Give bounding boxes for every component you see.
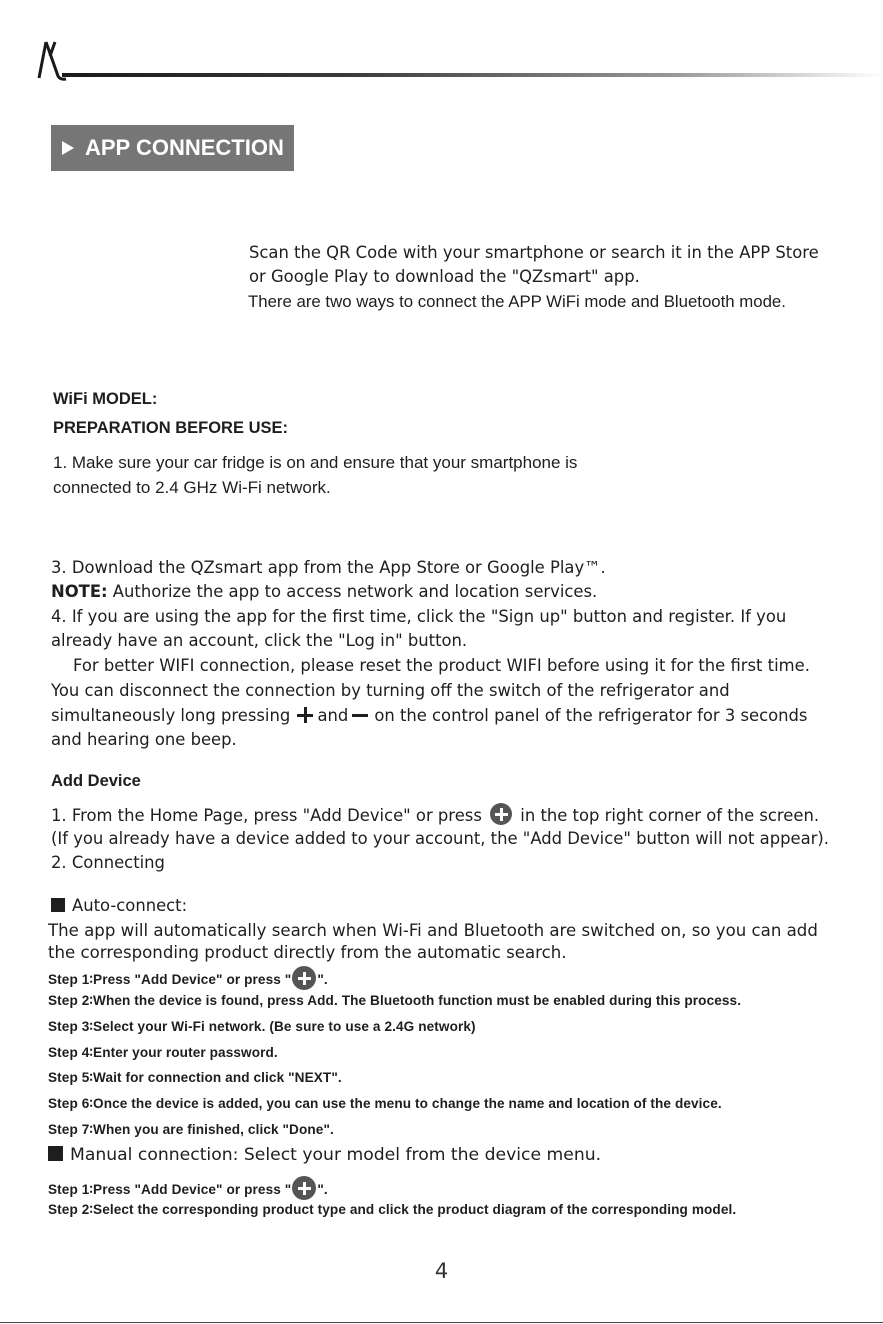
auto-step-7: Step 7∶When you are finished, click "Done". <box>48 1122 334 1137</box>
auto-step-4: Step 4∶Enter your router password. <box>48 1045 278 1060</box>
intro-line-2: or Google Play to download the "QZsmart" app. <box>249 267 640 286</box>
reset-line-3-start: simultaneously long pressing <box>51 706 291 725</box>
reset-line-1: For better WIFI connection, please reset the product WIFI before using it for the first time. <box>73 656 810 675</box>
manual-connection-text: Manual connection: Select your model from the device menu. <box>70 1145 602 1165</box>
reset-line-3-end: on the control panel of the refrigerator for 3 seconds <box>374 706 808 725</box>
intro-line-1: Scan the QR Code with your smartphone or search it in the APP Store <box>249 243 819 262</box>
add-circle-icon <box>292 966 316 990</box>
reset-line-4: and hearing one beep. <box>51 730 237 749</box>
manual-connection-label <box>48 1143 601 1167</box>
manual-step-1-end: ". <box>317 1182 328 1197</box>
auto-step-5: Step 5∶Wait for connection and click "NEXT". <box>48 1070 342 1085</box>
auto-step-1-end: ". <box>317 972 328 987</box>
note-text: Authorize the app to access network and location services. <box>107 582 598 601</box>
add-circle-icon <box>292 1176 316 1200</box>
prep-item-4-line-1: 4. If you are using the app for the first time, click the "Sign up" button and register. If you <box>51 607 787 626</box>
bottom-rule <box>0 1322 883 1323</box>
add-device-item-1-end: in the top right corner of the screen. <box>520 806 820 825</box>
reset-line-2: You can disconnect the connection by turning off the switch of the refrigerator and <box>51 681 730 700</box>
manual-step-2: Step 2∶Select the corresponding product type and click the product diagram of the corresponding model. <box>48 1202 737 1217</box>
preparation-heading: PREPARATION BEFORE USE: <box>53 419 288 437</box>
reset-line-3-and: and <box>317 706 349 725</box>
prep-item-3: 3. Download the QZsmart app from the App Store or Google Play™. <box>51 558 606 577</box>
prep-item-1-line-2: connected to 2.4 GHz Wi-Fi network. <box>53 478 331 497</box>
reset-line-3 <box>51 704 807 728</box>
add-device-item-1 <box>51 803 819 828</box>
auto-step-2: Step 2∶When the device is found, press Add. The Bluetooth function must be enabled during this process. <box>48 993 742 1008</box>
auto-step-1-start: Step 1∶Press "Add Device" or press " <box>48 972 292 987</box>
auto-step-1 <box>48 966 328 990</box>
add-device-heading: Add Device <box>51 772 141 790</box>
add-device-item-1-start: 1. From the Home Page, press "Add Device" or press <box>51 806 482 825</box>
note-line <box>51 580 597 604</box>
page-number: 4 <box>434 1259 449 1283</box>
plus-icon <box>297 707 313 723</box>
square-bullet-icon <box>51 898 65 912</box>
square-bullet-icon <box>48 1146 63 1161</box>
auto-step-3: Step 3∶Select your Wi-Fi network. (Be sure to use a 2.4G network) <box>48 1019 476 1034</box>
section-title-banner <box>51 125 294 171</box>
wifi-model-heading: WiFi MODEL: <box>53 390 158 408</box>
minus-icon <box>352 714 368 718</box>
note-label: NOTE: <box>51 582 108 601</box>
add-device-item-2: 2. Connecting <box>51 853 165 872</box>
prep-item-4-line-2: already have an account, click the "Log in" button. <box>51 631 468 650</box>
prep-item-1-line-1: 1. Make sure your car fridge is on and ensure that your smartphone is <box>53 453 578 472</box>
add-circle-icon <box>490 803 512 825</box>
manual-step-1-start: Step 1∶Press "Add Device" or press " <box>48 1182 292 1197</box>
intro-line-3: There are two ways to connect the APP WiFi mode and Bluetooth mode. <box>248 292 786 311</box>
auto-description-line-2: the corresponding product directly from the automatic search. <box>48 943 567 962</box>
triangle-right-icon <box>62 141 74 155</box>
auto-step-6: Step 6∶Once the device is added, you can use the menu to change the name and location of the device. <box>48 1096 722 1111</box>
section-title: APP CONNECTION <box>85 135 284 160</box>
add-device-item-1-line-2: (If you already have a device added to your account, the "Add Device" button will not appear). <box>51 829 830 848</box>
auto-connect-label <box>51 894 187 918</box>
header-rule <box>62 73 883 77</box>
auto-description-line-1: The app will automatically search when Wi-Fi and Bluetooth are switched on, so you can add <box>48 921 818 940</box>
auto-connect-text: Auto-connect: <box>72 896 188 915</box>
manual-step-1 <box>48 1176 328 1200</box>
